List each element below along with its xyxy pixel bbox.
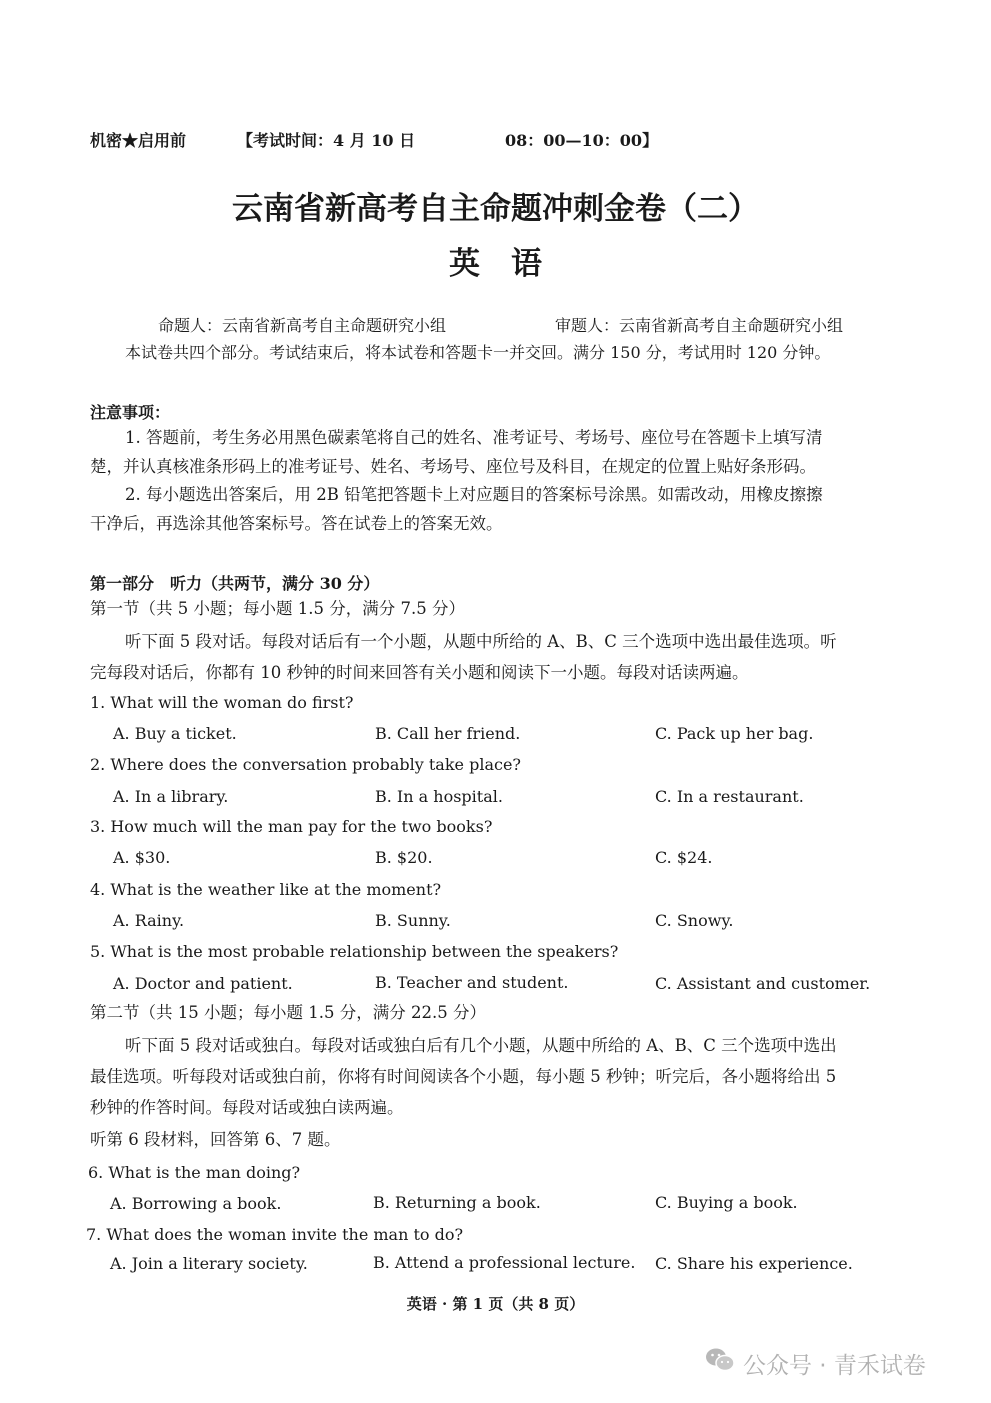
setter-line: 命题人：云南省新高考自主命题研究小组 — [158, 316, 447, 335]
question-3: 3. How much will the man pay for the two books? — [90, 817, 493, 836]
question-2: 2. Where does the conversation probably take place? — [90, 755, 521, 774]
section2-heading: 第二节（共 15 小题；每小题 1.5 分，满分 22.5 分） — [90, 1003, 486, 1022]
q3-option-a: A. $30. — [113, 848, 171, 867]
subject-title: 英 语 — [449, 246, 542, 282]
q2-option-a: A. In a library. — [113, 787, 229, 806]
section1-instr-line-1: 听下面 5 段对话。每段对话后有一个小题，从题中所给的 A、B、C 三个选项中选出最佳选项。听 — [125, 632, 837, 651]
question-5: 5. What is the most probable relationship between the speakers? — [90, 942, 619, 961]
note-2-line-1: 2. 每小题选出答案后，用 2B 铅笔把答题卡上对应题目的答案标号涂黑。如需改动，用橡皮擦擦 — [125, 485, 823, 504]
q7-option-b: B. Attend a professional lecture. — [373, 1253, 636, 1272]
question-1: 1. What will the woman do first? — [90, 693, 354, 712]
question-7: 7. What does the woman invite the man to do? — [86, 1225, 464, 1244]
q5-option-a: A. Doctor and patient. — [113, 974, 293, 993]
q7-option-a: A. Join a literary society. — [110, 1254, 308, 1273]
page-footer: 英语 · 第 1 页（共 8 页） — [406, 1295, 585, 1313]
q4-option-a: A. Rainy. — [113, 911, 185, 930]
section1-heading: 第一节（共 5 小题；每小题 1.5 分，满分 7.5 分） — [90, 599, 465, 618]
q5-option-b: B. Teacher and student. — [375, 973, 569, 992]
reviewer-line: 审题人：云南省新高考自主命题研究小组 — [555, 316, 844, 335]
confidential-label: 机密★启用前 — [90, 131, 187, 150]
watermark — [705, 1346, 926, 1380]
q3-option-c: C. $24. — [655, 848, 713, 867]
wechat-icon — [705, 1347, 735, 1379]
exam-time-range: 08：00—10：00】 — [505, 131, 659, 150]
note-1-line-1: 1. 答题前，考生务必用黑色碳素笔将自己的姓名、准考证号、考场号、座位号在答题卡上填写清 — [125, 428, 823, 447]
question-4: 4. What is the weather like at the moment? — [90, 880, 442, 899]
material-instruction: 听第 6 段材料，回答第 6、7 题。 — [90, 1130, 341, 1149]
q7-option-c: C. Share his experience. — [655, 1254, 853, 1273]
exam-time: 【考试时间：4 月 10 日 — [237, 131, 416, 150]
intro-line: 本试卷共四个部分。考试结束后，将本试卷和答题卡一并交回。满分 150 分，考试用时 120 分钟。 — [125, 343, 831, 362]
section2-instr-line-3: 秒钟的作答时间。每段对话或独白读两遍。 — [90, 1098, 404, 1117]
q6-option-b: B. Returning a book. — [373, 1193, 541, 1212]
q6-option-c: C. Buying a book. — [655, 1193, 798, 1212]
section1-instr-line-2: 完每段对话后，你都有 10 秒钟的时间来回答有关小题和阅读下一小题。每段对话读两遍。 — [90, 663, 749, 682]
note-2-line-2: 干净后，再选涂其他答案标号。答在试卷上的答案无效。 — [90, 514, 503, 533]
q1-option-a: A. Buy a ticket. — [113, 724, 237, 743]
section2-instr-line-2: 最佳选项。听每段对话或独白前，你将有时间阅读各个小题，每小题 5 秒钟；听完后，各小题将给出 5 — [90, 1067, 837, 1086]
notes-heading: 注意事项： — [90, 403, 171, 422]
q1-option-b: B. Call her friend. — [375, 724, 521, 743]
part1-heading: 第一部分 听力（共两节，满分 30 分） — [90, 574, 380, 593]
q6-option-a: A. Borrowing a book. — [110, 1194, 282, 1213]
q1-option-c: C. Pack up her bag. — [655, 724, 814, 743]
q2-option-c: C. In a restaurant. — [655, 787, 804, 806]
note-1-line-2: 楚，并认真核准条形码上的准考证号、姓名、考场号、座位号及科目，在规定的位置上贴好条形码。 — [90, 457, 816, 476]
q4-option-c: C. Snowy. — [655, 911, 734, 930]
q2-option-b: B. In a hospital. — [375, 787, 503, 806]
q4-option-b: B. Sunny. — [375, 911, 451, 930]
question-6: 6. What is the man doing? — [88, 1163, 301, 1182]
page-title: 云南省新高考自主命题冲刺金卷（二） — [232, 191, 759, 227]
watermark-text: 公众号 · 青禾试卷 — [743, 1352, 926, 1379]
section2-instr-line-1: 听下面 5 段对话或独白。每段对话或独白后有几个小题，从题中所给的 A、B、C 三个选项中选出 — [125, 1036, 837, 1055]
q5-option-c: C. Assistant and customer. — [655, 974, 871, 993]
q3-option-b: B. $20. — [375, 848, 433, 867]
